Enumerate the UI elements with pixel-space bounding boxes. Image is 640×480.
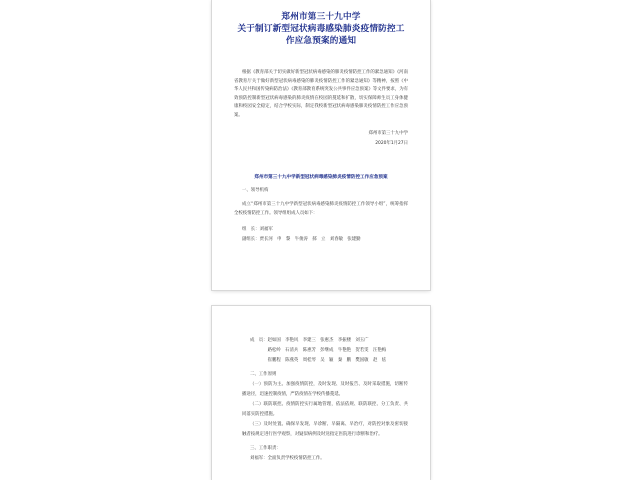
members-line: 成 员：赵如国 李艳风 李建三 张惠杰 李振楼 刘玉广 [250, 338, 369, 343]
duty-paragraph: 刘福军：全面负责学校疫情防控工作。 [250, 456, 325, 461]
members-line: 崔鹏程 陈燕英 周桂琴 吴 颖 秦 鹏 樊国敏 赵 炫 [250, 358, 387, 363]
document-page-1 [212, 0, 430, 290]
principle-paragraph: （二）联防联控。疫情防控实行属地管理，依法依规、联防联控、分工负责、共同落实防控措施。 [242, 402, 408, 417]
leadership-paragraph: 成立“郑州市第三十九中学新型冠状病毒感染肺炎疫情防控工作领导小组”，统筹指挥全校疫情防控工作。领导组组成人员如下： [234, 202, 408, 216]
section-heading-principles: 二、工作原则 [250, 372, 277, 377]
deputy-leader-line: 副组长：贾长河 申 黎 牛俊涛 郝 立 刘春敏 张建勤 [242, 236, 361, 242]
leader-line: 组 长：刘福军 [242, 226, 273, 232]
principle-paragraph: （三）及时处置。确保早发现、早诊断、早隔离、早治疗，对防控对象及密切接触者按规定进行医学观察，对疑似病例及时送指定医院进行诊断和治疗。 [242, 422, 408, 437]
signature-date: 2020年1月27日 [375, 141, 408, 147]
signature-organization: 郑州市第三十九中学 [368, 130, 408, 136]
notice-paragraph: 根据《教育部关于切实做好新型冠状病毒感染的肺炎疫情防控工作的紧急通知》《河南省教育厅关于做好新型冠状病毒感染的肺炎疫情防控工作的紧急通知》等精神，按照《中华人民共和国传染病防治法》《教育部教育系统突发公共事件应急预案》等文件要求，为有效预防控制新型冠状病毒感染的肺炎疫情在校园的蔓延和扩散，切实保障师生员工身体健康和校园安全稳定，结合学校实际，制定我校新型冠状病毒感染肺炎疫情防控工作应急预案。 [234, 70, 408, 118]
notice-title: 郑州市第三十九中学 关于制订新型冠状病毒感染肺炎疫情防控工 作应急预案的通知 [237, 12, 405, 46]
principle-paragraph: （一）预防为主。加强疫情防控，及时发现、及时报告、及时采取措施，切断传播途径，迅速控制疫情，严防疫情在学校传播蔓延。 [242, 382, 408, 397]
section-heading-leadership: 一、领导机构 [242, 187, 269, 193]
plan-title: 郑州市第三十九中学新型冠状病毒感染肺炎疫情防控工作应急预案 [254, 174, 388, 180]
section-heading-duties: 三、工作职责： [250, 446, 281, 451]
document-page-2 [212, 306, 430, 480]
members-line: 路松岭 石清兵 陈惠芳 彭继成 牛艳艳 贺若雯 汪艳梅 [250, 348, 387, 353]
